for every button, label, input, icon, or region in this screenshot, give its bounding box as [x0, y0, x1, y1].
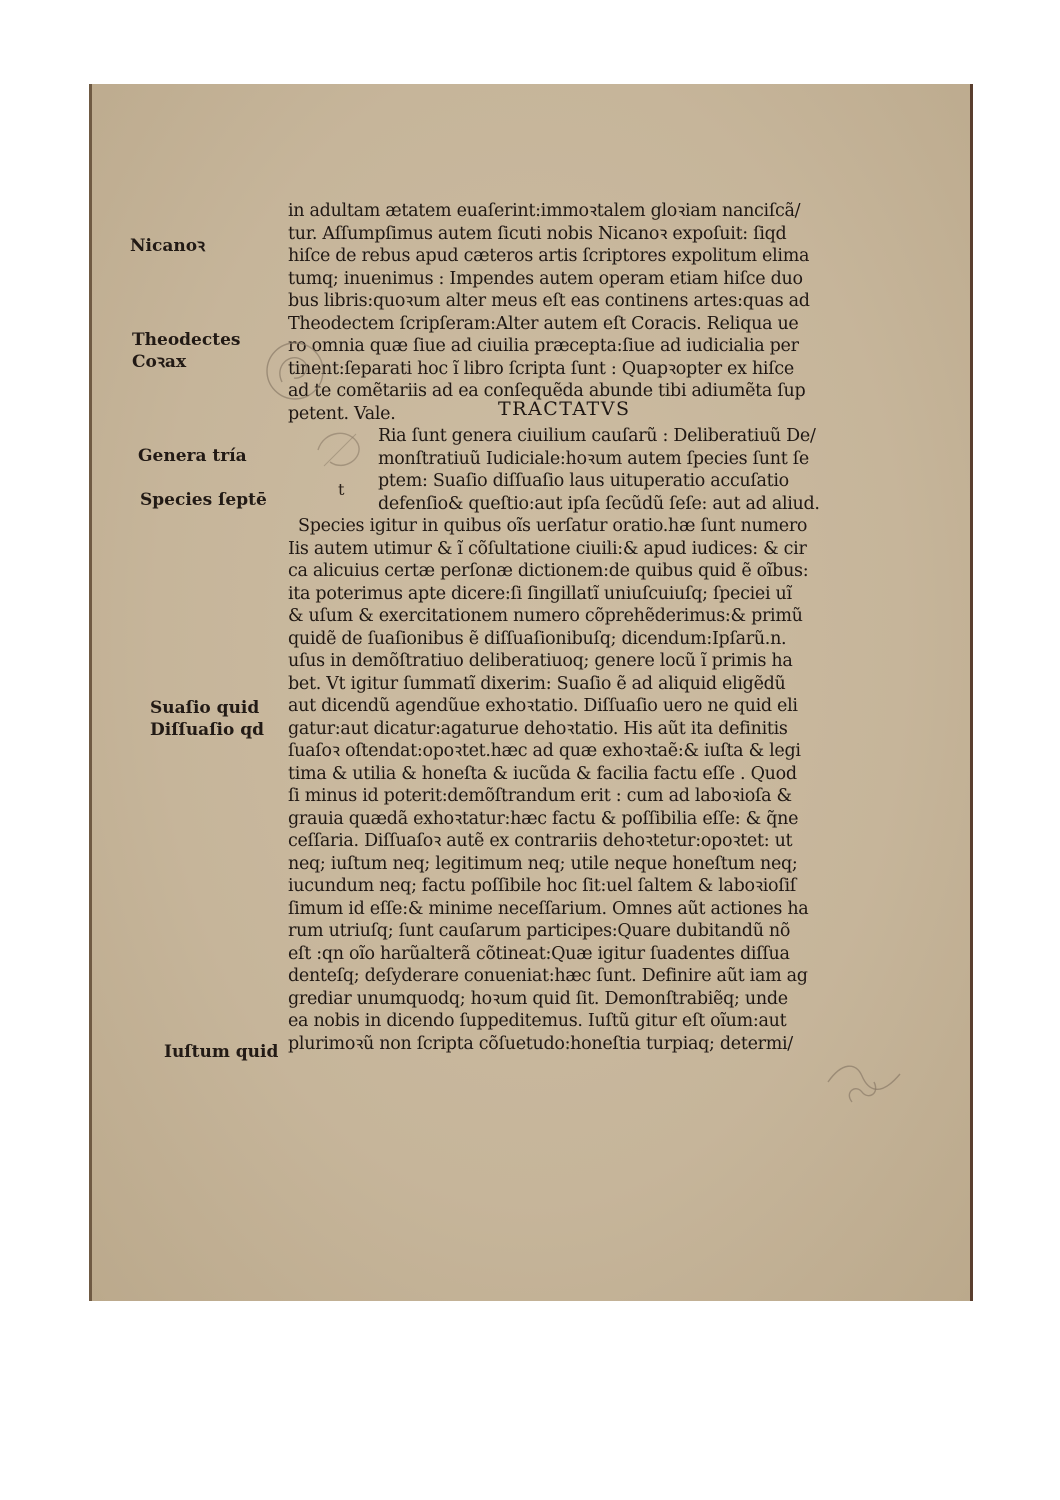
text-line: bus libris:quoꝛum alter meus eſt eas continens artes:quas ad: [288, 291, 810, 311]
manuscript-page: [89, 84, 973, 1301]
library-stamp-icon: [822, 1052, 912, 1112]
margin-note-nicanor: Nicanoꝛ: [130, 236, 206, 256]
tractatus-heading: TRACTATVS: [498, 398, 631, 420]
text-line: iucundum neq; factu poſſibile hoc ſit:uel ſaltem & laboꝛioſiſ: [288, 876, 796, 896]
body-text: [288, 200, 888, 1055]
text-line: ea nobis in dicendo ſuppeditemus. Iuſtũ gitur eſt oĩum:aut: [288, 1011, 787, 1031]
text-line: ſuaſoꝛ oſtendat:opoꝛtet.hæc ad quæ exhoꝛtaẽ:& iuſta & legi: [288, 741, 801, 761]
text-line: ita poterimus apte dicere:ſi ſingillatĩ uniuſcuiuſq; ſpeciei uĩ: [288, 583, 792, 604]
text-line: Theodectem ſcripſeram:Alter autem eſt Coracis. Reliqua ue: [288, 313, 799, 334]
margin-note-genera-tria: Genera tría: [138, 446, 247, 466]
margin-note-suasio-quid: Suaſio quid: [150, 698, 260, 718]
text-line: eſt :qn oĩo harũalterã cõtineat:Quæ igitur ſuadentes diſſua: [288, 943, 790, 964]
text-line: ceſſaria. Diſſuaſoꝛ autẽ ex contrariis dehoꝛtetur:opoꝛtet: ut: [288, 831, 793, 851]
text-line: denteſq; deſyderare conueniat:hæc ſunt. Definire aũt iam ag: [288, 966, 808, 986]
text-line: Ria ſunt genera ciuilium cauſarũ : Deliberatiuũ De/: [378, 426, 816, 446]
text-line: rum utriuſq; ſunt cauſarum participes:Quare dubitandũ nõ: [288, 921, 791, 941]
margin-note-theodectes: Theodectes: [132, 330, 241, 350]
text-line: gatur:aut dicatur:agaturue dehoꝛtatio. His aũt ita definitis: [288, 718, 788, 739]
margin-note-species-septem: Species ſeptē: [140, 490, 267, 510]
text-line: tumq; inuenimus : Impendes autem operam etiam hiſce duo: [288, 268, 803, 289]
margin-note-dissuasio-quid: Diſſuaſio qd: [150, 720, 265, 740]
text-line: tinent:ſeparati hoc ĩ libro ſcripta ſunt : Quapꝛopter ex hiſce: [288, 358, 794, 379]
text-line: ca alicuius certæ perſonæ dictionem:de quibus quid ẽ oĩbus:: [288, 561, 809, 581]
text-line: & uſum & exercitationem numero cõprehẽderimus:& primũ: [288, 606, 803, 626]
text-line: ptem: Suaſio diſſuaſio laus uituperatio accuſatio: [378, 471, 789, 491]
text-line: aut dicendũ agendũue exhoꝛtatio. Diſſuaſio uero ne quid eli: [288, 696, 798, 716]
text-line: petent. Vale.: [288, 403, 396, 424]
text-line: Iis autem utimur & ĩ cõſultatione ciuili:& apud iudices: & cir: [288, 538, 807, 559]
text-line: tur. Aſſumpſimus autem ſicuti nobis Nicanoꝛ expoſuit: ſiqd: [288, 223, 787, 244]
text-line: uſus in demõſtratiuo deliberatiuoq; genere locũ ĩ primis ha: [288, 651, 793, 671]
text-line: ro omnia quæ ſiue ad ciuilia præcepta:ſiue ad iudicialia per: [288, 336, 799, 356]
text-line: neq; iuſtum neq; legitimum neq; utile neque honeſtum neq;: [288, 853, 798, 874]
text-line: bet. Vt igitur ſummatĩ dixerim: Suaſio ẽ ad aliquid eligẽdũ: [288, 673, 786, 694]
text-line: plurimoꝛũ non ſcripta cõſuetudo:honeſtia turpiaq; determi/: [288, 1033, 793, 1054]
text-line: monſtratiuũ Iudiciale:hoꝛum autem ſpecies ſunt ſe: [378, 448, 809, 469]
text-line: in adultam ætatem euaſerint:immoꝛtalem gloꝛiam nanciſcã/: [288, 201, 801, 221]
text-line: tima & utilia & honeſta & iucũda & facilia factu eſſe . Quod: [288, 763, 797, 784]
text-line: Species igitur in quibus oĩs uerſatur oratio.hæ ſunt numero: [298, 516, 808, 536]
margin-note-corax: Coꝛax: [132, 352, 187, 372]
margin-note-iustum-quid: Iuſtum quid: [164, 1042, 279, 1062]
text-line: ad te comẽtariis ad ea conſequẽda abunde tibi adiumẽta ſup: [288, 381, 806, 401]
text-line: hiſce de rebus apud cæteros artis ſcriptores expolitum elima: [288, 246, 810, 266]
text-line: quidẽ de ſuaſionibus ẽ diſſuaſionibuſq; dicendum:Ipſarũ.n.: [288, 628, 787, 649]
guide-letter: t: [338, 480, 345, 499]
text-line: ſimum id eſſe:& minime neceſſarium. Omnes aũt actiones ha: [288, 898, 809, 919]
text-line: ſi minus id poterit:demõſtrandum erit : cum ad laboꝛioſa &: [288, 786, 792, 806]
text-line: grauia quædã exhoꝛtatur:hæc factu & poſſibilia eſſe: & q̃ne: [288, 808, 799, 829]
text-line: defenſio& queſtio:aut ipſa ſecũdũ ſeſe: aut ad aliud.: [378, 493, 820, 514]
text-line: grediar unumquodq; hoꝛum quid ſit. Demonſtrabiẽq; unde: [288, 988, 788, 1009]
